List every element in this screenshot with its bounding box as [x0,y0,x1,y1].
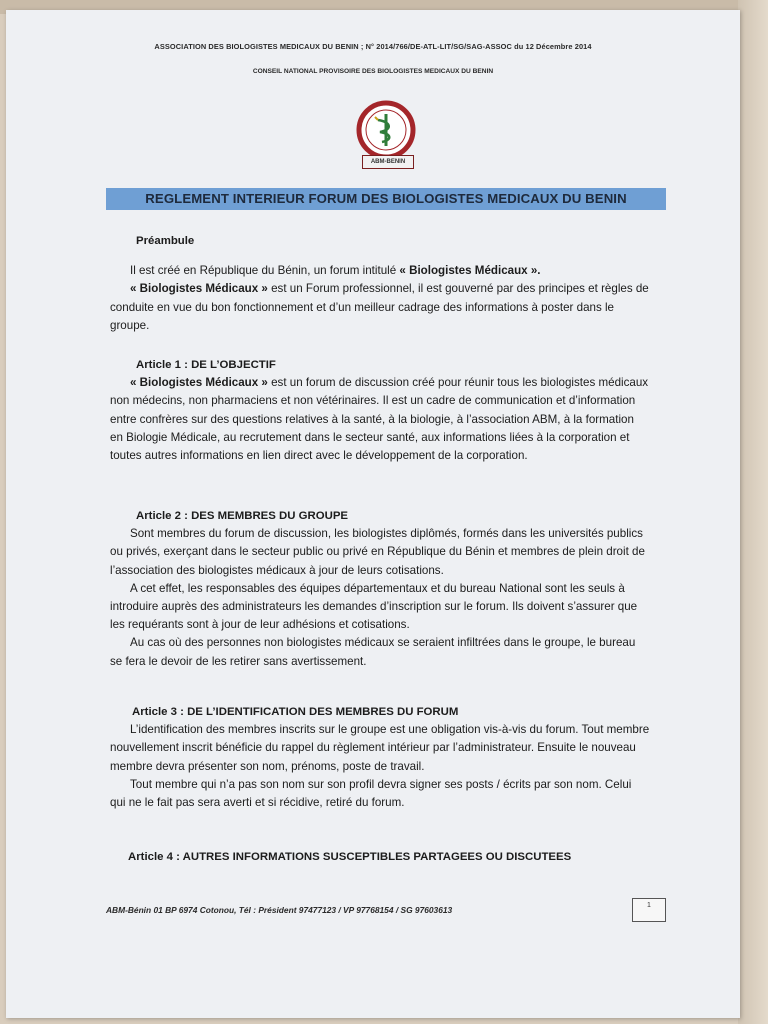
article-3-paragraph-2: Tout membre qui n’a pas son nom sur son profil devra signer ses posts / écrits par son nom. Celui qui ne le fait pas sera averti et si récidive, retiré du forum. [110,777,632,810]
document-page [6,10,740,1018]
page-number: 1 [632,898,666,922]
preamble-paragraph-2 [110,280,650,335]
article-3-heading: Article 3 : DE L’IDENTIFICATION DES MEMBRES DU FORUM [132,706,459,718]
article-1-text: est un forum de discussion créé pour réunir tous les biologistes médicaux non médecins, non pharmaciens et non vétérinaires. Il est un cadre de communication et d’information entre confrères sur des questions relatives à la santé, à la biologie, à l’association ABM, à la formation en Biologie Médicale, au recrutement dans le secteur santé, aux informations liées à la corporation et toutes autres informations en lien direct avec le développement de la corporation. [110,376,649,463]
article-2-paragraph-3: Au cas où des personnes non biologistes médicaux se seraient infiltrées dans le groupe, le bureau se fera le devoir de les retirer sans avertissement. [110,636,636,668]
article-4-heading: Article 4 : AUTRES INFORMATIONS SUSCEPTIBLES PARTAGEES OU DISCUTEES [128,851,572,863]
background-floor-edge [738,0,768,1024]
preamble-p1-text: Il est créé en République du Bénin, un forum intitulé [130,264,400,278]
preamble-heading: Préambule [136,235,195,247]
article-2-heading: Article 2 : DES MEMBRES DU GROUPE [136,510,349,522]
forum-name: « Biologistes Médicaux ». [399,264,541,278]
article-2-paragraph-2: A cet effet, les responsables des équipes départementaux et du bureau National sont les seuls à introduire auprès des administrateurs les demandes d’inscription sur le forum. Ils doivent s’assurer que les requérants sont à jour de leur adhésions et cotisations. [110,581,638,632]
article-3-paragraph-1: L’identification des membres inscrits sur le groupe est une obligation vis-à-vis du forum. Tout membre nouvellement inscrit bénéficie du rappel du règlement intérieur par l’administrateur. Ensuite le nouveau membre devra présenter son nom, prénoms, poste de travail. [110,723,650,773]
logo-label: ABM-BENIN [362,155,414,169]
article-4-section [110,848,650,866]
preamble-p2-text: est un Forum professionnel, il est gouverné par des principes et règles de conduite en vue du bon fonctionnement et d’un meilleur cadrage des informations à poster dans le groupe. [110,282,649,332]
article-1-paragraph [110,374,650,465]
forum-name: « Biologistes Médicaux » [130,376,268,390]
preamble-paragraph-1 [110,262,650,280]
preamble-section [110,232,650,335]
footer-contact: ABM-Bénin 01 BP 6974 Cotonou, Tél : Président 97477123 / VP 97768154 / SG 97603613 [106,905,453,915]
article-2-paragraph-1: Sont membres du forum de discussion, les biologistes diplômés, formés dans les universités publics ou privés, exerçant dans le secteur public ou privé en République du Bénin et membres de plein droit de l’association des biologistes médicaux à jour de leurs cotisations. [110,527,645,577]
header-council-line: CONSEIL NATIONAL PROVISOIRE DES BIOLOGISTES MEDICAUX DU BENIN [252,68,494,75]
header-association-line: ASSOCIATION DES BIOLOGISTES MEDICAUX DU BENIN ; N° 2014/766/DE-ATL-LIT/SG/SAG-ASSOC du 12 Décembre 2014 [154,42,592,51]
article-1-section [110,356,650,465]
article-1-heading: Article 1 : DE L’OBJECTIF [136,359,276,371]
document-title: REGLEMENT INTERIEUR FORUM DES BIOLOGISTES MEDICAUX DU BENIN [106,188,666,210]
article-3-section [110,703,650,812]
forum-name: « Biologistes Médicaux » [130,282,268,296]
article-2-section [110,507,650,671]
